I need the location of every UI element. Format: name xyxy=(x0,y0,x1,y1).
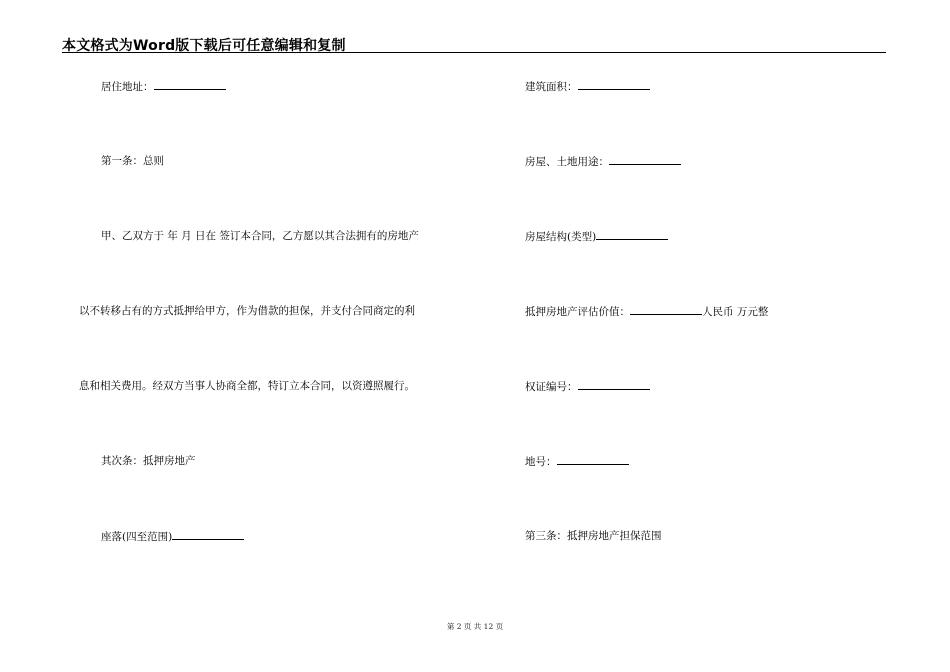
article-2-title: 其次条：抵押房地产 xyxy=(101,455,196,467)
certificate-number-field xyxy=(525,379,650,394)
document-header-title: 本文格式为Word版下载后可任意编辑和复制 xyxy=(62,38,346,54)
valuation-label: 抵押房地产评估价值： xyxy=(525,306,630,318)
residence-address-field xyxy=(101,79,226,94)
residence-address-blank xyxy=(154,79,226,90)
residence-address-label: 居住地址： xyxy=(101,81,154,93)
lot-number-label: 地号： xyxy=(525,456,557,468)
structure-type-field xyxy=(525,229,668,244)
land-usage-label: 房屋、土地用途： xyxy=(525,156,609,168)
paragraph-line-2: 以不转移占有的方式抵押给甲方，作为借款的担保，并支付合同商定的利 xyxy=(79,305,415,317)
certificate-number-blank xyxy=(578,379,650,390)
structure-type-label: 房屋结构(类型) xyxy=(525,231,597,243)
building-area-field xyxy=(525,79,650,94)
valuation-field xyxy=(525,304,768,319)
header-divider xyxy=(62,52,886,53)
structure-type-blank xyxy=(596,229,668,240)
location-blank xyxy=(172,529,244,540)
paragraph-line-1: 甲、乙双方于 年 月 日在 签订本合同，乙方愿以其合法拥有的房地产 xyxy=(101,230,419,242)
paragraph-line-3: 息和相关费用。经双方当事人协商全都，特订立本合同，以资遵照履行。 xyxy=(79,380,415,392)
building-area-blank xyxy=(578,79,650,90)
location-field xyxy=(101,529,244,544)
land-usage-field xyxy=(525,154,681,169)
valuation-blank xyxy=(630,304,702,315)
valuation-suffix: 人民币 万元整 xyxy=(702,306,769,318)
building-area-label: 建筑面积： xyxy=(525,81,578,93)
article-1-title: 第一条：总则 xyxy=(101,155,164,167)
lot-number-field xyxy=(525,454,629,469)
article-3-title: 第三条：抵押房地产担保范围 xyxy=(525,530,662,542)
lot-number-blank xyxy=(557,454,629,465)
land-usage-blank xyxy=(609,154,681,165)
certificate-number-label: 权证编号： xyxy=(525,381,578,393)
page-number-footer: 第 2 页 共 12 页 xyxy=(446,622,504,631)
location-label: 座落(四至范围) xyxy=(101,531,173,543)
